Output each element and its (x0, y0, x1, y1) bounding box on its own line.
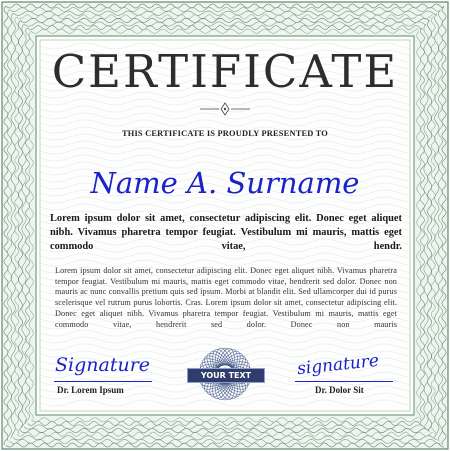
divider-ornament (200, 102, 250, 116)
signature-left: Signature (55, 354, 151, 376)
recipient-name: Name A. Surname (90, 166, 360, 200)
bold-paragraph: Lorem ipsum dolor sit amet, consectetur adipiscing elit. Donec eget aliquet nibh. Vivamus pharetra tempor feugiat. Vestibulum mi mauris, mattis eget commodo vitae, hendr. (50, 213, 402, 252)
certificate-title: CERTIFICATE (51, 45, 399, 98)
signature-line-left (54, 381, 152, 382)
signatory-name-left: Dr. Lorem Ipsum (57, 385, 124, 395)
signatory-name-right: Dr. Dolor Sit (315, 385, 364, 395)
seal-ribbon-text: YOUR TEXT (187, 368, 265, 383)
signature-right: signature (296, 350, 380, 380)
body-paragraph: Lorem ipsum dolor sit amet, consectetur adipiscing elit. Donec eget aliquet nibh. Vivamus pharetra tempor feugiat. Vestibulum mi mauris, mattis eget commodo vitae, hendrerit sed dolor. Donec non mauris ac nunc convallis pretium quis sed ipsum. Morbi at blandit elit. Sed ullamcorper dui id purus scelerisque vel rutrum purus lobortis. Cras. Lorem ipsum dolor sit amet, consectetur adipiscing elit. Donec eget aliquet nibh. Vivamus pharetra tempor feugiat. Vestibulum mi mauris, mattis eget commodo vitae, hendrerit sed dolor. Donec non mauris (55, 266, 397, 329)
signature-line-right (295, 381, 393, 382)
presented-to-subtitle: THIS CERTIFICATE IS PROUDLY PRESENTED TO (121, 129, 329, 138)
